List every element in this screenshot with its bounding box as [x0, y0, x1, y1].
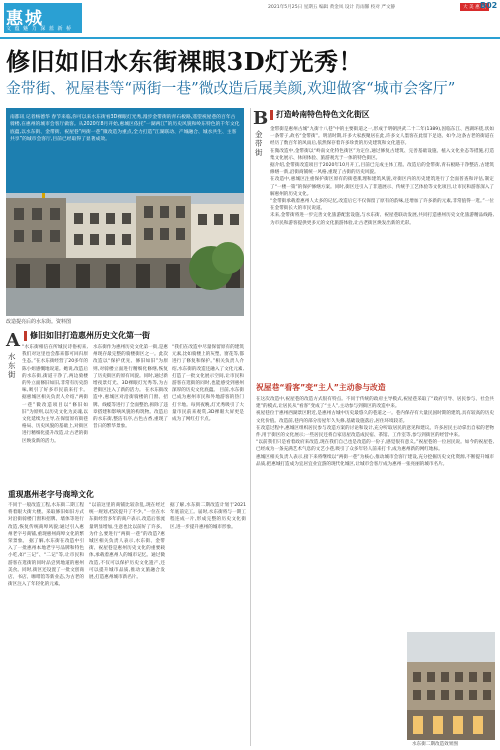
section-b-marker — [270, 110, 273, 120]
paragraph: “水东街相信在所城民诗俗初来,我们对这里也会都来都可回归原生态。”在水东街经营了20多年的陈小姐感慨地说道。她说,改造后的水东街,街道干净了,两边骑楼的外立面修旧如旧,非常有历史韵味,吸引了好多市民前来打卡。 — [22, 345, 88, 394]
paragraph: 据了解,水东街二期改造计划于2021年底前完工。届时,水东街将与一期工程连成一片,形成完整的历史文化街区,进一步提升惠州的城市形象。 — [170, 503, 246, 530]
section-a-marker — [24, 331, 27, 341]
section-sub-col1 — [8, 502, 84, 748]
paragraph: 金带街是惠州古城“九街十八巷”中的主要街道之一,形成于明朝洪武二十二年(1389),因临东江、西湖环绕,状如一条带子,故名“金带街”。明清时期,许多大家族聚居在此,许多文人墨客在此留下足迹。如今,这条古老的街道在经历了数百年的风雨后,依然保存着许多珍贵的历史建筑和文化遗存。 — [270, 127, 494, 147]
paragraph: 惠城区相关负责人表示,接下来将继续以“两街一巷”为核心,推动城市会客厅建设,充分挖掘历史文化资源,不断提升城市品质,把惠城打造成为宜居宜业宜游的现代化城区,让城市会客厅成为惠州一张亮丽的城市名片。 — [256, 454, 494, 467]
section-sub-col2 — [89, 502, 165, 748]
paragraph: 在这次改造中,祝屋巷的改造方式很有特点。不同于传统的政府主导模式,祝屋巷采取了“政府引导、居民参与、社会共建”的模式,让居民从“看客”变成了“主人”,主动参与到街区的改造中来。 — [256, 397, 494, 410]
dateline: 2021年5月25日 星期五 编辑 黄金凤 设计 肖雨馨 校对 严文静 — [268, 5, 396, 10]
rendering-caption: 水东街二期改造效果图 — [412, 742, 458, 747]
paragraph: “我们在改造中尽量保留原有的建筑元素,比如骑楼上的灰塑、窗花等,都进行了修复和保护。”相关负责人介绍,水东街的改造还融入了文化元素,打造了一批文化展示空间,让市民和游客在逛街的同时,也能感受到惠州深厚的历史文化底蕴。 — [172, 345, 244, 394]
section-a-side-label: 水东街 — [8, 352, 16, 379]
section-b-letter: B — [253, 108, 269, 129]
column-divider — [250, 108, 251, 746]
section-a-col1 — [22, 344, 88, 482]
paragraph: 据了解,水东街在改造中引入了一批惠州本地老字号品牌和特色小吃,如“三记”、“二记”等,让市民和游客在逛街的同时品尝到地道的惠州美食。同时,街区还设置了一批文创商店、书店、咖啡馆等新业态,为古老的街区注入了年轻化的元素。 — [8, 539, 84, 588]
photo-caption: 改造提亮后的水东街。资料图 — [6, 319, 72, 325]
section-c-body — [256, 396, 494, 626]
section-logo-text: 惠城 — [6, 9, 44, 29]
paragraph: “以前这里的商铺比较杂乱,现在经过统一规划,档次提升了不少。”一位在水东街经营多年的商户表示,改造后客流量明显增加,生意也比以前好了许多。 — [89, 503, 165, 530]
lead-paragraph: 南都讯 记者杨德华 春节来临,你可以来水东街看3D裸眼灯光秀,漫步金带街的青石板路,遥望祝屋巷的百年古骑楼,在惠州的城市会客厅做客。从2020年8月开始,惠城区依托“一湖两江”的历史风貌和岭东特色的千年文化底蕴,以水东街、金带街、祝屋巷“两街一巷”微改造为重点,全力打造“江湖联动、产城融合、城水共生、主客共享”的城市会客厅,目前已经取得了显著成效。 — [10, 115, 240, 143]
section-sub-col3 — [170, 502, 246, 748]
section-a-title: 修旧如旧打造惠州历史文化第一街 — [30, 331, 150, 340]
section-b-title: 打造岭南特色特色文化街区 — [276, 110, 370, 119]
paragraph: 在水东街改造中,惠城区对沿街骑楼的门窗、招牌、线缆等进行了全面整治,拆除了违章搭建和影响风貌的构筑物。改造后的水东街,整洁有序,古色古香,重现了昔日的繁华景象。 — [93, 388, 168, 430]
section-b-side-label: 金带街 — [255, 130, 263, 157]
paragraph: 据介绍,金带街改造项目于2020年10月开工,目前已完成主体工程。改造后的金带街,青石板路干净整洁,古建筑修缮一新,沿街商铺统一风格,重现了古街的历史风貌。 — [270, 163, 494, 176]
subheadline: 金带街、祝屋巷等“两街一巷”微改造后展美颜,欢迎做客“城市会客厅” — [6, 80, 456, 97]
section-a-col3 — [172, 344, 244, 482]
paragraph: 目前,水东街已成为惠州市民和外地游客的热门打卡地。每到夜晚,灯光秀吸引了大量市民前来观赏,3D裸眼大屏更是成为了网红打卡点。 — [172, 388, 244, 423]
paragraph: “以前我们只是看着政府来改造,现在我们自己也是改造的一份子,感觉很有意义。”祝屋巷的一位居民说。如今的祝屋巷,已经成为一条充满艺术气息的文艺小巷,吸引了众多年轻人前来打卡,成为惠州新的网红地标。 — [256, 440, 494, 453]
section-c-title: 祝屋巷“看客”变“主人”主动参与改造 — [256, 383, 386, 392]
section-b-body — [270, 126, 494, 376]
paragraph: “金带街承载着惠州人太多的记忆,改造后它不仅保留了原有的韵味,还增加了许多新的元素,非常值得一逛。”一位在金带街长大的市民说道。 — [270, 199, 494, 212]
headline: 修旧如旧水东街裸眼3D灯光秀！ — [6, 47, 364, 76]
page-header — [0, 0, 500, 38]
paragraph: 据惠城区相关负责人介绍,“两街一巷”微改造项目以“修旧如旧”为原则,以历史文化为灵魂,以文化延续为主导,在保留原有街巷格局、历史风貌的基础上,对街区进行精细化提升改造,让古老的街区焕发新的活力。 — [22, 395, 88, 444]
paragraph: 在改造过程中,惠城区组织居民参与改造方案的讨论和设计,充分听取居民的意见和建议。许多居民主动拿出自家的老物件,用于街区的文化展示;一些居民还将自家房屋改造成民宿、茶馆、工作室等,参与到街区的经营中来。 — [256, 425, 494, 439]
section-sub-title: 重现惠州老字号商埠文化 — [8, 490, 94, 499]
page-number: B02 — [480, 1, 498, 10]
column-tag: 大 美 惠 城 — [460, 3, 489, 11]
header-rule — [0, 37, 500, 39]
paragraph: 水东街作为惠州历史文化第一街,是惠州现存最完整的骑楼街区之一。此次改造以“保护优先、修旧如旧”为原则,对骑楼立面进行精细化修缮,恢复了历史街区的原有风貌。同时,通过新增夜景灯光、3D裸眼灯光秀等,为古老街区注入了新的活力。 — [93, 345, 168, 394]
paragraph: 祝屋巷位于惠州西湖景区附近,是惠州古城中历史最悠久的巷道之一。巷内保存有大量民国时期的建筑,具有较高的历史文化价值。改造前,巷内的部分房屋年久失修,基础设施落后,居住环境较差。 — [256, 411, 494, 424]
section-a-col2 — [93, 344, 168, 482]
section-slogan: 文 蕴 魅 力 深 蓝 新 桥 — [6, 26, 73, 32]
paragraph: 不同于一般改造工程,水东街二期工程将着眼大街大楼。采取修旧如旧方式对沿街骑楼门窗和招牌、墙体等进行改造,恢复传统商埠风貌;通过引入惠州老字号商铺,重现惠州商埠文化的繁荣景象。 — [8, 503, 84, 545]
rendering-photo — [407, 632, 495, 740]
section-a-letter: A — [6, 330, 20, 351]
paragraph: 未来,金带街将进一步完善文化旅游配套设施,与水东街、祝屋巷联动发展,共同打造惠州历史文化旅游精品线路,为市民和游客提供更多元的文化旅游体验,让古老街区焕发出新的光彩。 — [270, 213, 494, 226]
paragraph: 在微改造中,金带街以“岭南文化特色街区”为定位,通过修复古建筑、完善基础设施、植入文化业态等措施,打造集文化展示、休闲体验、旅游观光于一体的特色街区。 — [270, 148, 494, 161]
paragraph: 为什么要进行“两街一巷”的改造?惠城区相关负责人表示,水东街、金带街、祝屋巷是惠州历史文化的重要载体,承载着惠州人的城市记忆。通过微改造,不仅可以保护历史文化遗产,还可以提升城市品质,推动文旅融合发展,打造惠州城市新名片。 — [89, 531, 165, 581]
paragraph: 在改造中,惠城区注重保护街区原有的街巷肌理和建筑风貌,对街区内的历史建筑进行了全面普查和评估,制定了“一楼一策”的保护修缮方案。同时,街区还引入了非遗展示、传统手工艺体验等文化项目,让市民和游客深入了解惠州的历史文化。 — [270, 177, 494, 197]
